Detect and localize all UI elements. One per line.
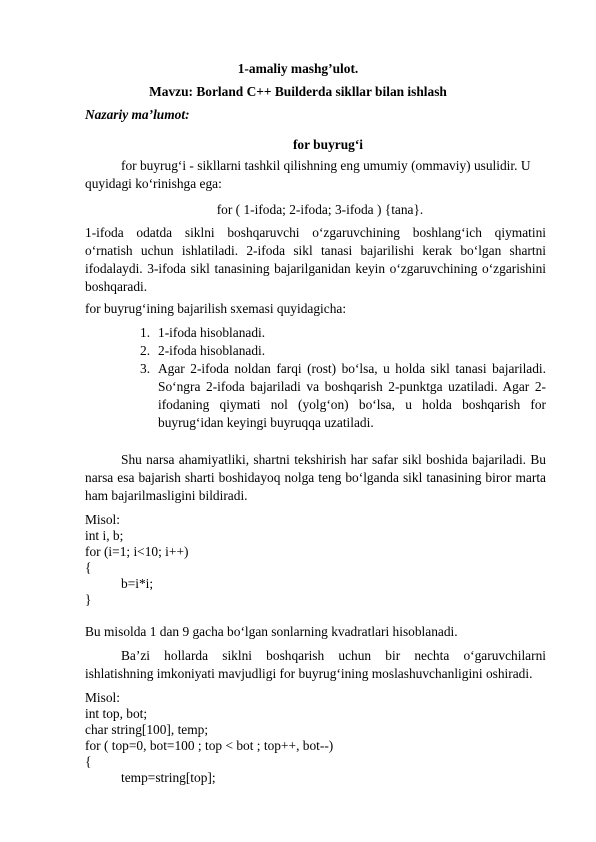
code-line: int top, bot; — [85, 706, 148, 721]
code-line: for ( top=0, bot=100 ; top < bot ; top++, bot--) — [85, 738, 334, 753]
page-title: 1-amaliy mashg’ulot. — [237, 61, 359, 76]
code-line: for (i=1; i<10; i++) — [85, 544, 189, 559]
topic-heading: Mavzu: Borland C++ Builderda sikllar bilan ishlash — [149, 84, 447, 99]
list-item: 1-ifoda hisoblanadi. — [158, 325, 266, 340]
list-item: So‘ngra 2-ifoda bajariladi va boshqarish 2-punktga uzatiladi. Agar 2- — [158, 379, 546, 394]
code-line: temp=string[top]; — [121, 770, 216, 785]
code-line: { — [85, 754, 92, 769]
list-item: buyrug‘idan keyingi buyruqqa uzatiladi. — [158, 415, 374, 430]
code-line: b=i*i; — [121, 576, 154, 591]
paragraph-line: o‘rnatish uchun ishlatiladi. 2-ifoda sikl tanasi bajarilishi kerak bo‘lgan shartni — [85, 243, 546, 258]
paragraph-line: Ba’zi hollarda siklni boshqarish uchun bir nechta o‘garuvchilarni — [121, 648, 546, 663]
theory-heading: Nazariy ma’lumot: — [85, 107, 190, 122]
paragraph-line: narsa esa bajarish sharti boshidayoq nolga teng bo‘lganda sikl tanasining biror marta — [85, 470, 546, 485]
paragraph-line: Shu narsa ahamiyatliki, shartni tekshirish har safar sikl boshida bajariladi. Bu — [121, 452, 546, 467]
list-number: 3. — [140, 361, 151, 376]
list-item: ifodaning qiymati nol (yolg‘on) bo‘lsa, u holda boshqarish for — [158, 397, 546, 412]
list-number: 1. — [140, 325, 151, 340]
paragraph-line: ham bajarilmasligini bildiradi. — [85, 488, 248, 503]
paragraph-line: Bu misolda 1 dan 9 gacha bo‘lgan sonlarning kvadratlari hisoblanadi. — [85, 624, 458, 639]
paragraph-line: 1-ifoda odatda siklni boshqaruvchi o‘zgaruvchining boshlang‘ich qiymatini — [85, 225, 546, 240]
paragraph-line: ishlatishning imkoniyati mavjudligi for buyrug‘ining moslashuvchanligini oshiradi. — [85, 666, 533, 681]
paragraph-line: ifodalaydi. 3-ifoda sikl tanasining bajarilganidan keyin o‘zgaruvchining o‘zgarishini — [85, 261, 546, 276]
list-item: Agar 2-ifoda noldan farqi (rost) bo‘lsa, u holda sikl tanasi bajariladi. — [158, 361, 546, 376]
for-heading: for buyrug‘i — [292, 137, 364, 152]
code-line: char string[100], temp; — [85, 722, 209, 737]
paragraph-line: boshqaradi. — [85, 279, 148, 294]
scheme-intro: for buyrug‘ining bajarilish sxemasi quyidagicha: — [85, 301, 347, 316]
code-line: int i, b; — [85, 528, 124, 543]
paragraph-line: quyidagi ko‘rinishga ega: — [85, 176, 222, 191]
paragraph-line: for buyrug‘i - sikllarni tashkil qilishning eng umumiy (ommaviy) usulidir. U — [121, 158, 531, 173]
example-label: Misol: — [85, 690, 120, 705]
for-syntax: for ( 1-ifoda; 2-ifoda; 3-ifoda ) {tana}. — [216, 202, 424, 217]
code-line: } — [85, 592, 92, 607]
list-number: 2. — [140, 343, 151, 358]
list-item: 2-ifoda hisoblanadi. — [158, 343, 266, 358]
code-line: { — [85, 560, 92, 575]
example-label: Misol: — [85, 512, 120, 527]
